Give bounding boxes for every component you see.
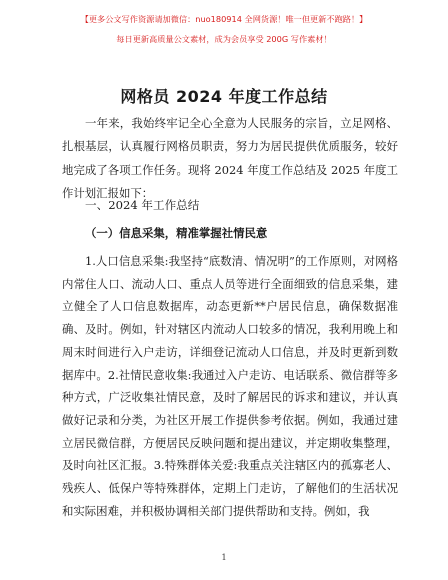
section-heading: 一、2024 年工作总结 [85,198,200,212]
intro-paragraph: 一年来，我始终牢记全心全意为人民服务的宗旨，立足网格、扎根基层，认真履行网格员职责，努力为居民提供优质服务，较好地完成了各项工作任务。现将 2024 年度工作总结及 2025 年度工作计划汇报如下： [62,116,398,200]
body-paragraph: 1.人口信息采集:我坚持“底数清、情况明”的工作原则，对网格内常住人口、流动人口、重点人员等进行全面细致的信息采集，建立健全了人口信息数据库，动态更新**户居民信息，确保数据准确、及时。例如，针对辖区内流动人口较多的情况，我利用晚上和周末时间进行入户走访，详细登记流动人口信息，并及时更新到数据库中。2.社情民意收集:我通过入户走访、电话联系、微信群等多种方式，广泛收集社情民意，及时了解居民的诉求和建议，并认真做好记录和分类，为社区开展工作提供参考依据。例如，我通过建立居民微信群，方便居民反映问题和提出建议，并定期收集整理，及时向社区汇报。3.特殊群体关爱:我重点关注辖区内的孤寡老人、残疾人、低保户等特殊群体，定期上门走访，了解他们的生活状况和实际困难，并积极协调相关部门提供帮助和支持。例如，我 [62,254,398,518]
document-title: 网格员 2024 年度工作总结 [120,87,328,106]
page-number: 1 [221,553,227,562]
promo-banner-line-1: 【更多公文写作资源请加微信：nuo180914 全网货源！唯一但更新不跑路！】 [80,14,368,24]
subsection-heading: （一）信息采集，精准掌握社情民意 [85,226,268,240]
promo-banner-line-2: 每日更新高质量公文素材，成为会员享受 200G 写作素材！ [116,34,332,44]
